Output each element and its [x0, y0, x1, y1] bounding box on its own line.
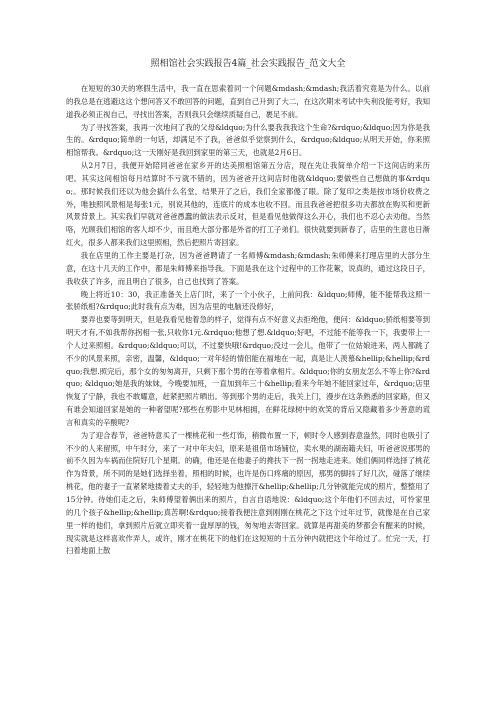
paragraph: 为了迎合春节，爸爸特意买了一棵桃花和一些灯饰，稍微布置一下，顿时令人感到春意盎然，同时也吸引了不少的人来留照，中午时分，来了一对中年夫妇，原来是祖借市场铺位，卖水果的湖南籍夫妇，听爸爸说那男的前不久因为车祸而住院好几个星期。的确，他还是在他妻子的搀扶下一拐一拐地走进来。她们俩同样选择了桃花作为背景，所不同的是她们选择坐着，照相的时候，也许是伤口疼痛的原因，那男的脚抖了好几次，碰落了继续桃花，他的妻子一直紧紧地搂着丈夫的手，轻轻地为他擦汗&hellip;&hellip;几分钟就能完成的照片，整整用了15分钟。待她们走之后，朱师傅望着俩出来的照片，自言自语地说：&ldquo;这个年他们不回去过，可怜家里的几个孩子&hellip;&hellip;真苦啊!&rdquo;接着我便注意到刚刚在桃花之下这个过年过节，就像是在自己家里一样的他们，拿到照片后就立即夹着一盘厚厚的钱，匆匆地去寄回家。就算是再甜美的梦都会有醒来的时候，现实就是这样喜欢作弄人，或许，刚才在桃花下的他们在这短短的十五分钟内就把这个年给过了。忙完一天，打扫着地面上散	[66, 430, 430, 556]
paragraph: 在短短的30天的寒假生活中，我一直在思索着同一个问题&mdash;&mdash;我活着究竟是为什么。以前的我总是在逃避这这个想问答又不敢回答的问题，直到自己升到了大二，在这次期末考试中失利没能考好，我知道我必须正视自己，寻找出答案，否则我只会继续质疑自己，裹足不前。	[66, 84, 430, 119]
paragraph: 从2月7日，我便开始陪同爸爸在家乡开的达美照相馆第五分店，现在先让我简单介绍一下这间店的来历吧。其实这间相馆每月结算时不亏就不错的，因为爸爸开这间店时他就&ldquo;要做些自己想做的事&rdquo;。那时候我们还以为他会搞什么名堂，结果开了之后，我们全家都傻了眼。除了复印之类是按市场价收费之外，唯独照风景相是每张1元，别说其他的，连底片的成本也收不回。而且我爸爸把很多功夫都放在购买和更新风景背景上。其实我们早就对爸爸愚蠢的做法表示反对，但是看见他做得这么开心，我们也不忍心去劝他。当然咯，光顾我们相馆的客人却不少，而且绝大部分都是外省的打工子弟们。很快就要到新春了，店里的生意也日渐红火，很多人都来我们这里照相，然后把照片寄回家。	[66, 161, 430, 248]
document-body	[66, 83, 430, 558]
document-title: 照相馆社会实践报告4篇_社会实践报告_范文大全	[150, 59, 346, 69]
paragraph: 我在店里的工作主要是打杂，因为爸爸聘请了一名师傅&mdash;&mdash;朱师傅来打理店里的大部分生意，在这十几天的工作中，都是朱师傅来指导我。下面是我在这个过程中的工作花絮，说真的，通过这段日子，我收获了许多，而且明白了很多，自己也找到了答案。	[66, 250, 430, 286]
paragraph: 为了寻找答案，我再一次地问了我的父母&ldquo;为什么要我我我这个生命?&rdquo;&ldquo;因为你是我生的。&rdquo;简单的一句话，却满足不了我，爸爸似乎觉察到什么，&rdquo;&ldquo;从明天开始，你来照相馆帮我。&rdquo;这一天刚好是我回到家里的第三天，也就是2月6日。	[66, 122, 430, 158]
paragraph: 晚上将近10：30，我正准备关上店门时，来了一个小伙子，上前问我：&ldquo;师傅，能不能帮我这照一张骄纸相?&rdquo;此时我有点为难，因为店里的电脑还没修好，	[66, 289, 430, 312]
paragraph: 要弄也要等到明天，但是我看见他着急的样子，觉得有点不好意义去拒绝他，便问：&ldquo;骄纸相要等到明天才有,不如我帮你拐相一张,只收你1元.&rdquo;他想了想.&ldquo;好吧，不过能不能等我一下，我要带上一个人过来照相。&rdquo;&ldquo;可以，不过要快哦!&rdquo;没过一会儿，他带了一位姑娘进来，两人都跳了不少的风景来照，亲密，温馨，&ldquo;一对年轻的情侣能在福地在一起，真是让人羡慕&hellip;&hellip;&rdquo;我想.照完后，那个女的匆匆离开，只剩下那个男的在等着拿相片。&ldquo;你的女朋友怎么不等上你?&rdquo; &ldquo;她是我的妹妹，今晚要加班，一直加到年三十&hellip;看来今年她不能回家过年，&rdquo;店里恢复了宁静，我也不敢耀意，赶紧把照片晒出。等到那个男的走后，我关上门，漫步在这条熟悉的回家路，但又有谁会知道回家是她的一种奢望呢?那些在剪影中见林相拥，在鲜花绿树中的欢笑的背后又隐藏着多少善意的谎言和真实的辛酸呢?	[66, 315, 430, 427]
